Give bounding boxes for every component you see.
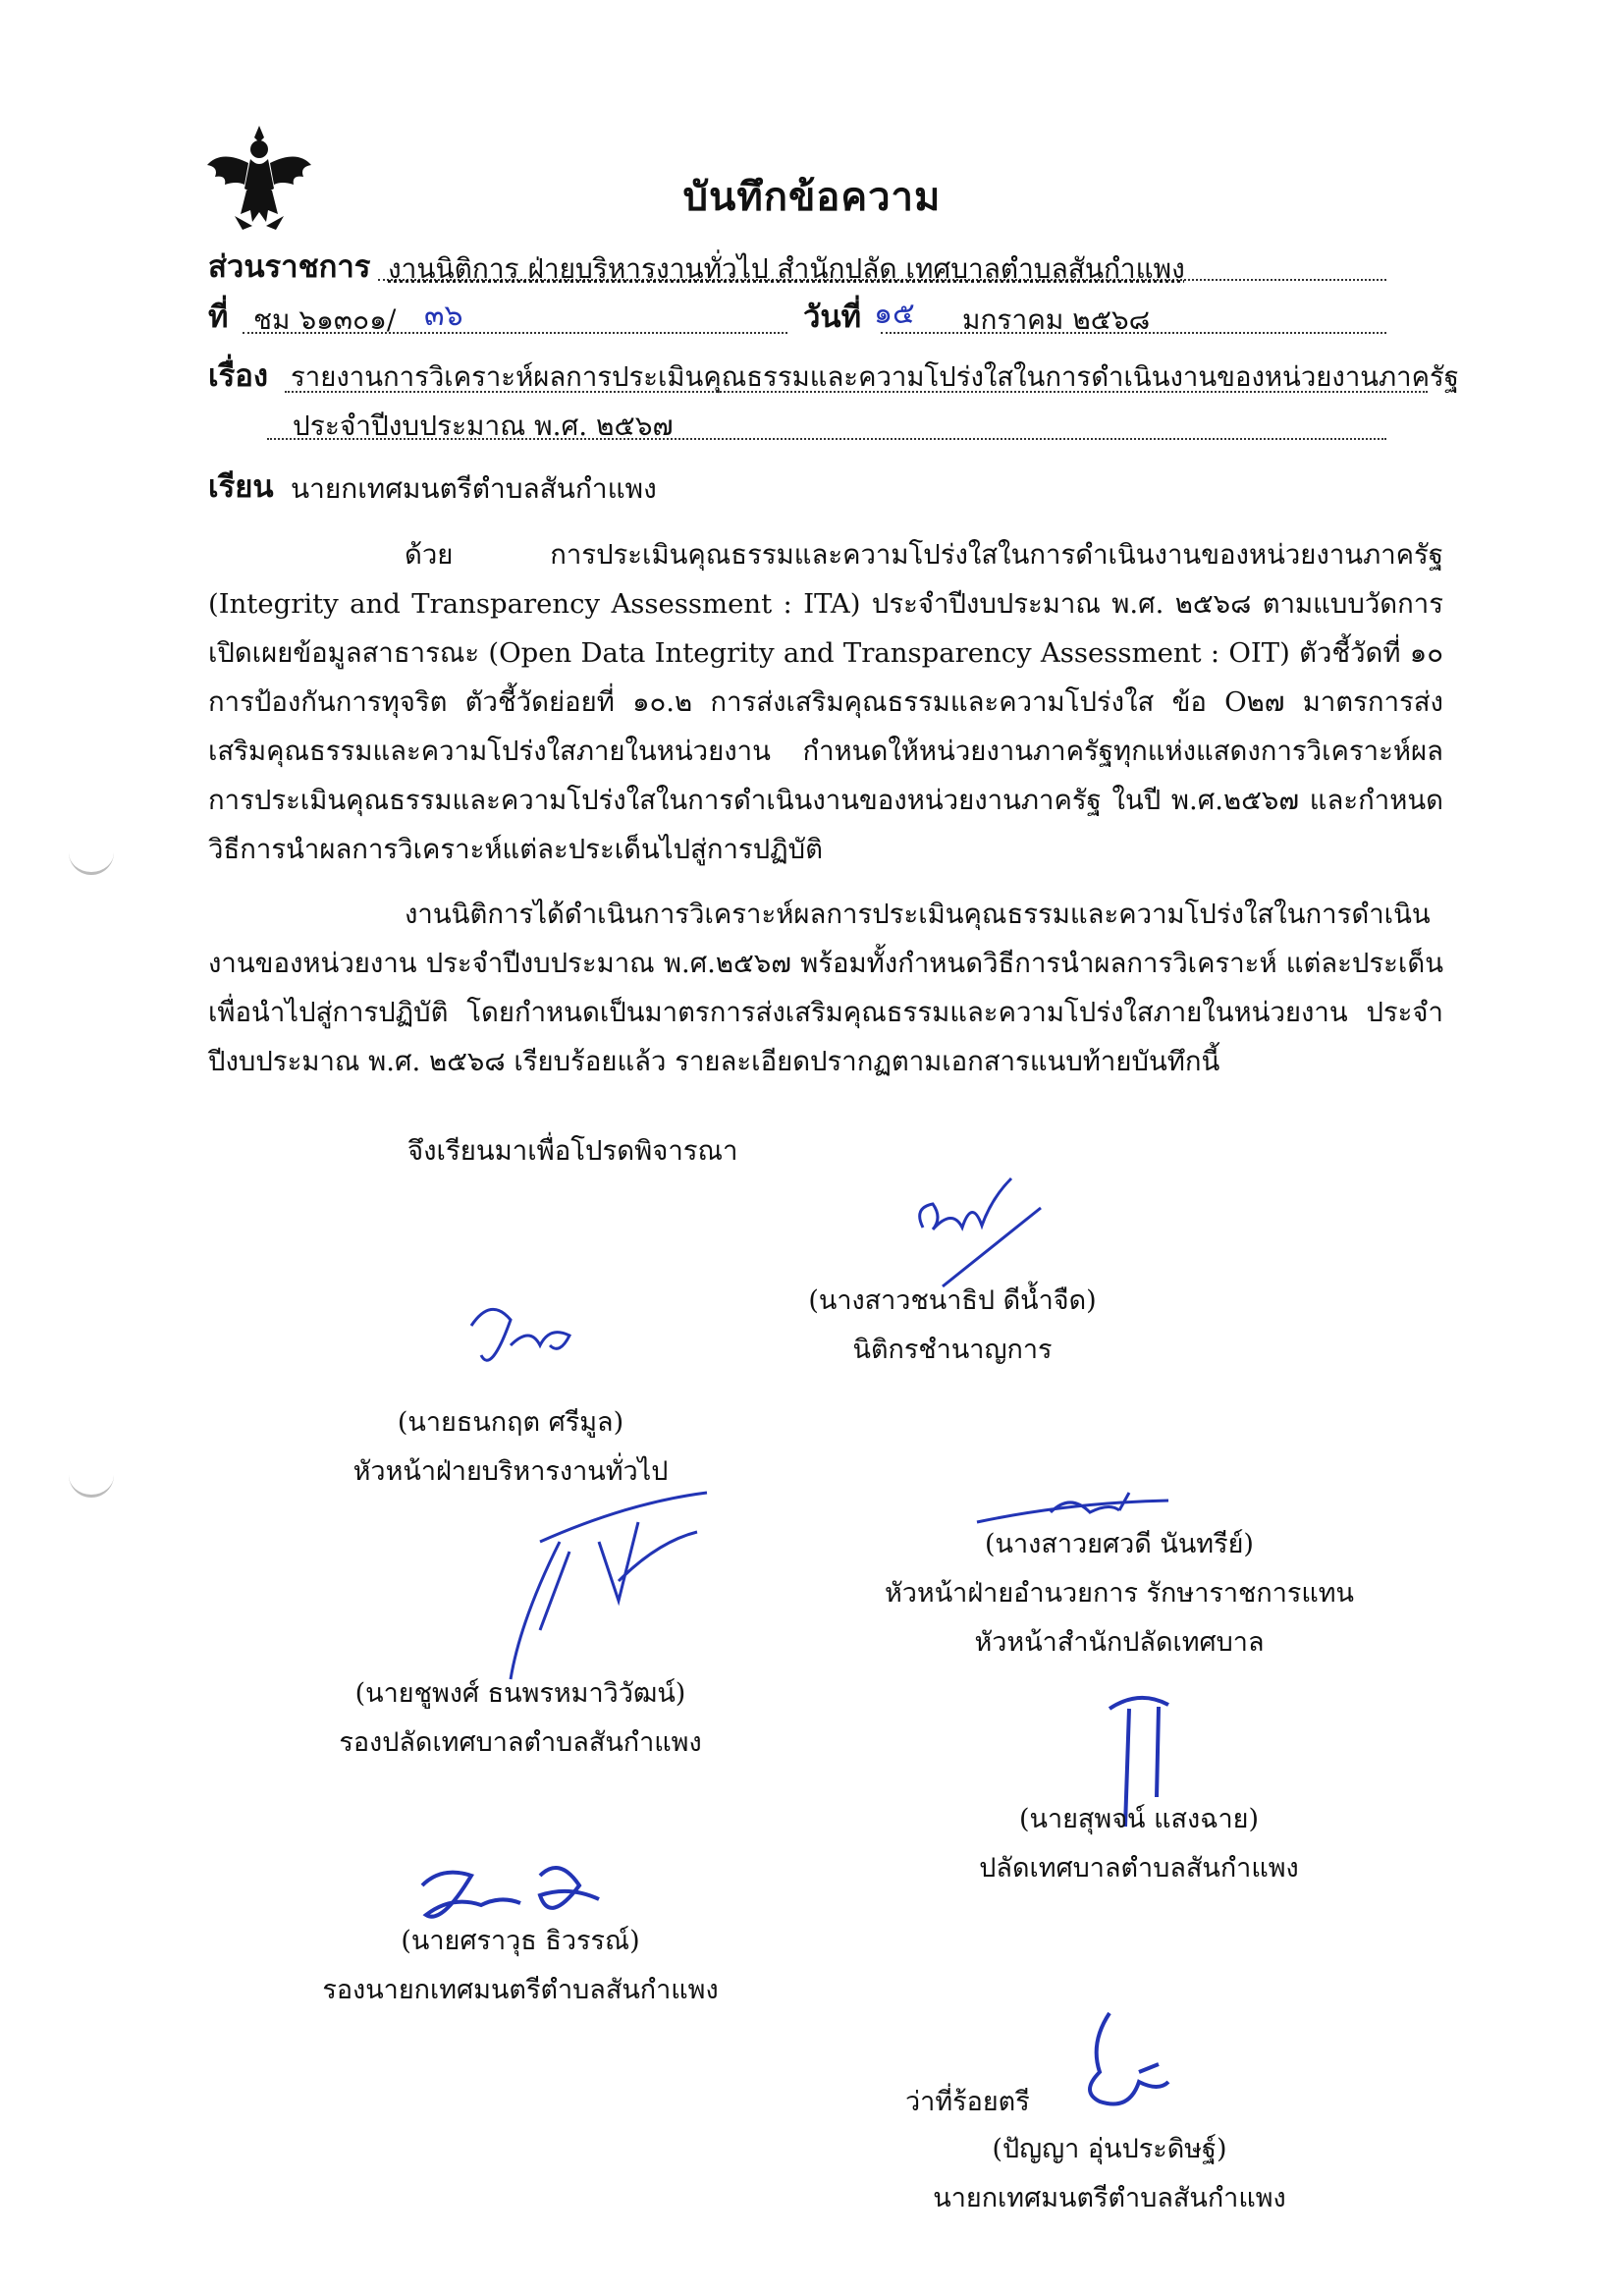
number-label: ที่ xyxy=(208,300,229,335)
body-paragraph-2 xyxy=(208,890,1443,1086)
date-handwritten: ๑๕ xyxy=(874,297,915,331)
signature-7-prefix: ว่าที่ร้อยตรี xyxy=(905,2087,1030,2117)
agency-label: ส่วนราชการ xyxy=(208,249,371,285)
agency-value: งานนิติการ ฝ่ายบริหารงานทั่วไป สำนักปลัด เทศบาลตำบลสันกำแพง xyxy=(388,252,1185,285)
signature-3-title-1: หัวหน้าฝ่ายอำนวยการ รักษาราชการแทน xyxy=(884,1578,1355,1609)
signature-2-mark xyxy=(461,1286,589,1394)
signature-5-name: (นายสุพจน์ แสงฉาย) xyxy=(1018,1804,1260,1834)
subject-line-1: รายงานการวิเคราะห์ผลการประเมินคุณธรรมและความโปร่งใสในการดำเนินงานของหน่วยงานภาครัฐ xyxy=(291,361,1459,393)
body-paragraph-1 xyxy=(208,530,1443,874)
punch-hole-top xyxy=(69,843,114,875)
number-value: ชม ๖๑๓๐๑/ xyxy=(253,303,397,336)
date-label: วันที่ xyxy=(803,300,862,335)
body-paragraph-1-text: ด้วย การประเมินคุณธรรมและความโปร่งใสในการดำเนินงานของหน่วยงานภาครัฐ (Integrity and Transparency Assessment : ITA) ประจำปีงบประมาณ พ.ศ. ๒๕๖๘ ตามแบบวัดการเปิดเผยข้อมูลสาธารณะ (Open Data Integrity and Transparency Assessment : OIT) ตัวชี้วัดที่ ๑๐ การป้องกันการทุจริต ตัวชี้วัดย่อยที่ ๑๐.๒ การส่งเสริมคุณธรรมและความโปร่งใส ข้อ O๒๗ มาตรการส่งเสริมคุณธรรมและความโปร่งใสภายในหน่วยงาน กำหนดให้หน่วยงานภาครัฐทุกแห่งแสดงการวิเคราะห์ผลการประเมินคุณธรรมและความโปร่งใสในการดำเนินงานของหน่วยงานภาครัฐ ในปี พ.ศ.๒๕๖๗ และกำหนดวิธีการนำผลการวิเคราะห์แต่ละประเด็นไปสู่การปฏิบัติ xyxy=(208,539,1443,865)
signature-5-title: ปลัดเทศบาลตำบลสันกำแพง xyxy=(979,1853,1299,1884)
signature-6-name: (นายศราวุธ ธิวรรณ์) xyxy=(401,1926,640,1956)
subject-label: เรื่อง xyxy=(208,358,269,394)
signature-7-title: นายกเทศมนตรีตำบลสันกำแพง xyxy=(933,2183,1286,2213)
signature-3-title-2: หัวหน้าสำนักปลัดเทศบาล xyxy=(974,1627,1265,1658)
number-handwritten: ๓๖ xyxy=(424,299,463,333)
page-title: บันทึกข้อความ xyxy=(682,174,942,220)
signature-7-mark xyxy=(1070,2003,1178,2121)
signature-2-name: (นายธนกฤต ศรีมูล) xyxy=(397,1407,624,1438)
punch-hole-bottom xyxy=(69,1465,114,1498)
signature-7-name: (ปัญญา อุ่นประดิษฐ์) xyxy=(992,2134,1227,2164)
signature-2-title: หัวหน้าฝ่ายบริหารงานทั่วไป xyxy=(352,1456,669,1487)
to-value: นายกเทศมนตรีตำบลสันกำแพง xyxy=(291,472,657,505)
signature-3-name: (นางสาวยศวดี นันทรีย์) xyxy=(985,1529,1254,1559)
subject-line-2: ประจำปีงบประมาณ พ.ศ. ๒๕๖๗ xyxy=(293,409,674,442)
signature-1-name: (นางสาวชนาธิป ดีน้ำจืด) xyxy=(808,1285,1097,1316)
signature-4-name: (นายชูพงศ์ ธนพรหมาวิวัฒน์) xyxy=(354,1678,686,1709)
body-paragraph-2-text: งานนิติการได้ดำเนินการวิเคราะห์ผลการประเมินคุณธรรมและความโปร่งใสในการดำเนินงานของหน่วยงาน ประจำปีงบประมาณ พ.ศ.๒๕๖๗ พร้อมทั้งกำหนดวิธีการนำผลการวิเคราะห์ แต่ละประเด็นเพื่อนำไปสู่การปฏิบัติ โดยกำหนดเป็นมาตรการส่งเสริมคุณธรรมและความโปร่งใสภายในหน่วยงาน ประจำปีงบประมาณ พ.ศ. ๒๕๖๘ เรียบร้อยแล้ว รายละเอียดปรากฏตามเอกสารแนบท้ายบันทึกนี้ xyxy=(208,899,1443,1077)
to-label: เรียน xyxy=(208,469,274,505)
signature-4-title: รองปลัดเทศบาลตำบลสันกำแพง xyxy=(339,1727,702,1758)
signature-1-title: นิติกรชำนาญการ xyxy=(852,1335,1053,1365)
signature-6-title: รองนายกเทศมนตรีตำบลสันกำแพง xyxy=(322,1975,719,2005)
date-value: มกราคม ๒๕๖๘ xyxy=(962,303,1151,336)
closing-text: จึงเรียนมาเพื่อโปรดพิจารณา xyxy=(407,1135,738,1167)
